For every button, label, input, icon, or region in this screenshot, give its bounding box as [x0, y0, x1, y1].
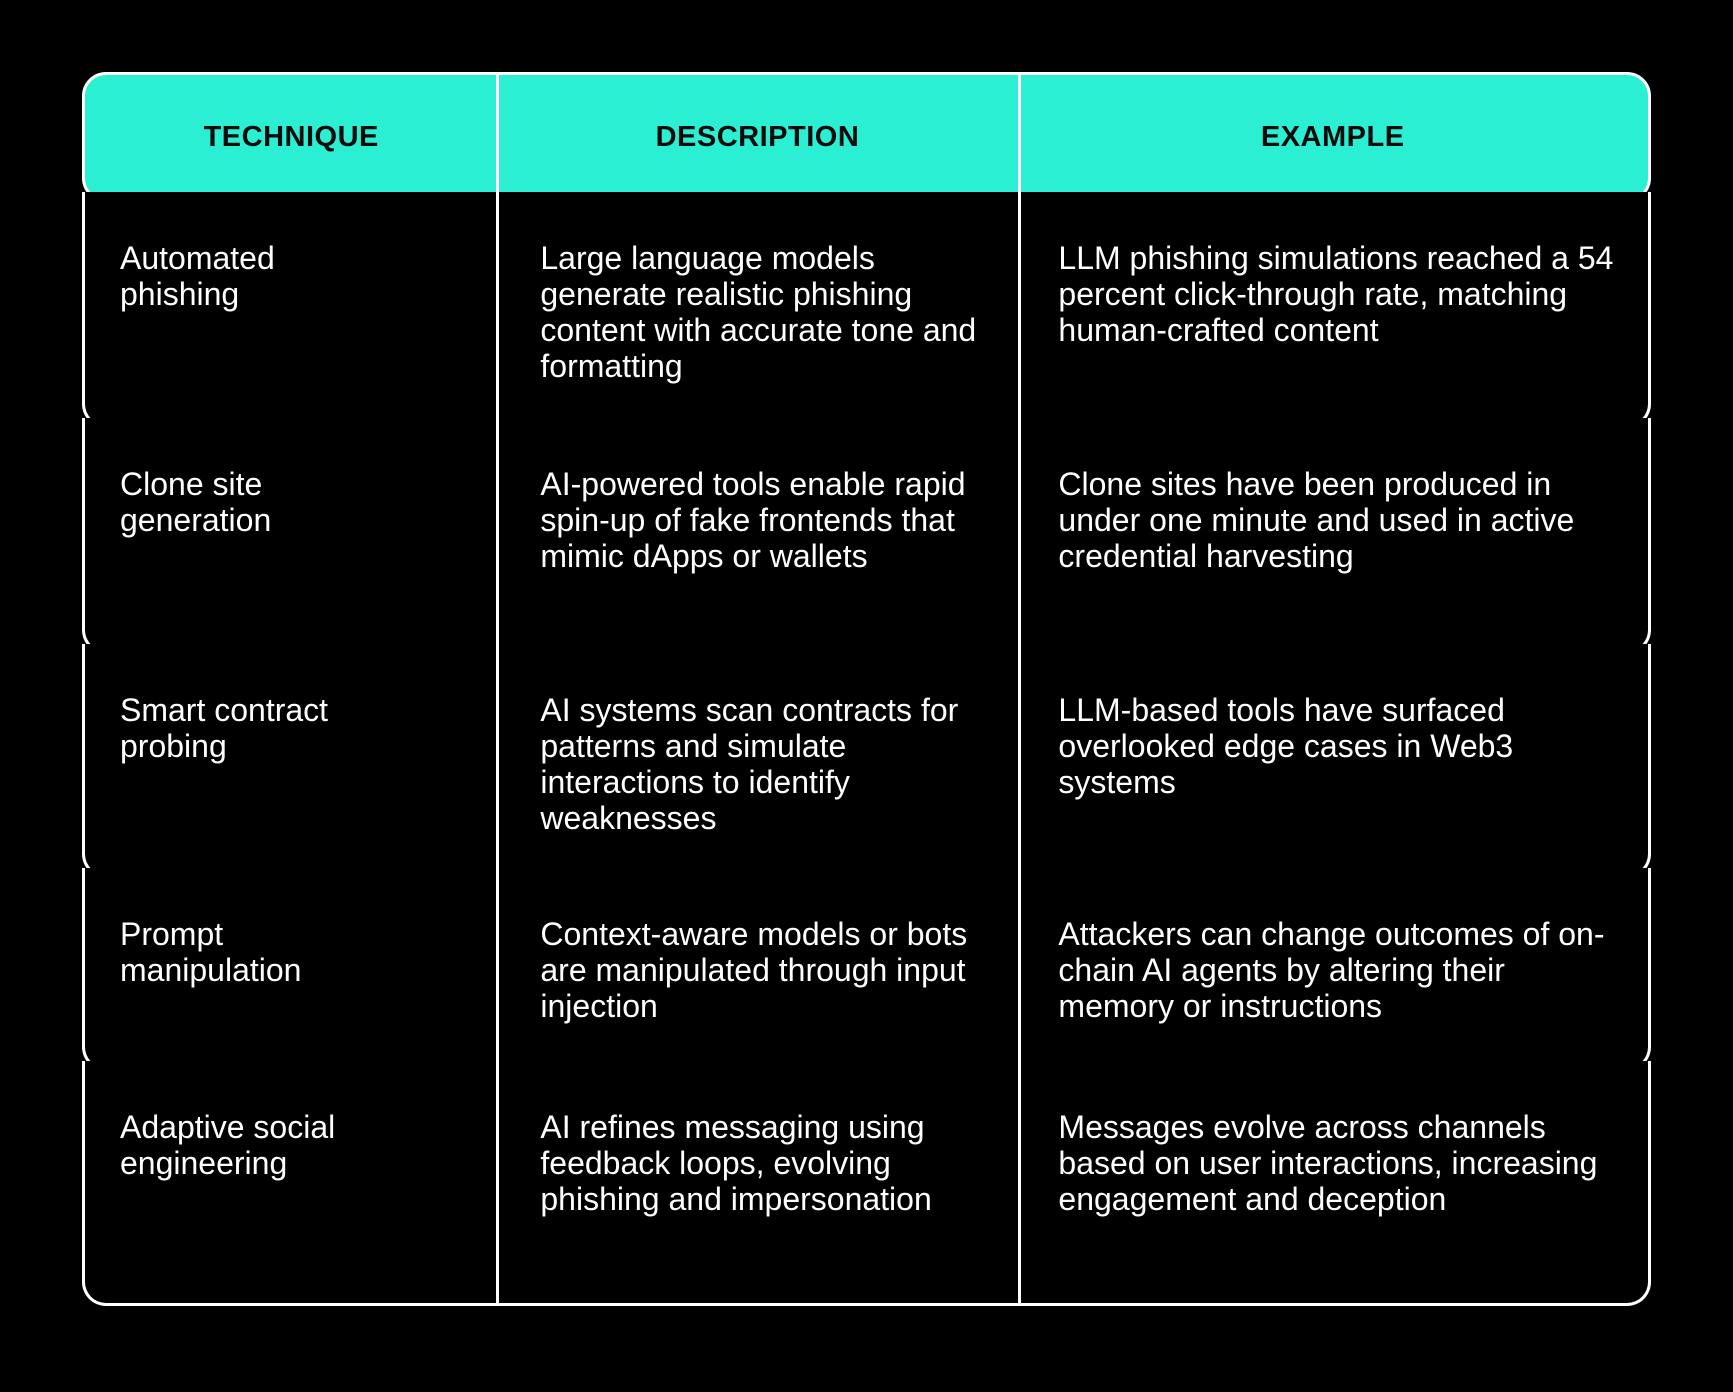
column-divider — [1018, 644, 1021, 875]
technique-cell: Adaptive social engineering — [120, 1109, 336, 1181]
table-row — [82, 192, 1651, 428]
example-cell: Clone sites have been produced in under one minute and used in active credential harvesting — [1058, 466, 1575, 574]
column-divider — [1018, 1061, 1021, 1303]
column-divider — [1018, 868, 1021, 1068]
column-divider — [496, 868, 499, 1068]
column-divider — [496, 418, 499, 651]
technique-cell: Prompt manipulation — [120, 916, 302, 988]
header-technique: TECHNIQUE — [203, 120, 379, 153]
description-cell: AI systems scan contracts for patterns and simulate interactions to identify weaknesses — [540, 692, 959, 836]
column-divider — [496, 644, 499, 875]
table-row — [82, 644, 1651, 878]
column-divider — [496, 1061, 499, 1303]
example-cell: Messages evolve across channels based on user interactions, increasing engagement and deception — [1058, 1109, 1598, 1217]
table-row — [82, 1061, 1651, 1306]
table-header — [82, 72, 1651, 202]
description-cell: AI-powered tools enable rapid spin-up of fake frontends that mimic dApps or wallets — [540, 466, 966, 574]
table-row — [82, 418, 1651, 654]
table-row — [82, 868, 1651, 1071]
example-cell: LLM-based tools have surfaced overlooked edge cases in Web3 systems — [1058, 692, 1514, 800]
technique-cell: Smart contract probing — [120, 692, 329, 764]
column-divider — [1018, 75, 1021, 199]
example-cell: Attackers can change outcomes of on-chain AI agents by altering their memory or instructions — [1058, 916, 1605, 1024]
description-cell: Large language models generate realistic phishing content with accurate tone and formatting — [540, 240, 977, 384]
description-cell: AI refines messaging using feedback loops, evolving phishing and impersonation — [540, 1109, 932, 1217]
technique-cell: Clone site generation — [120, 466, 272, 538]
column-divider — [1018, 192, 1021, 425]
example-cell: LLM phishing simulations reached a 54 percent click-through rate, matching human-crafted content — [1058, 240, 1614, 348]
comparison-table — [82, 72, 1651, 1306]
column-divider — [1018, 418, 1021, 651]
column-divider — [496, 192, 499, 425]
description-cell: Context-aware models or bots are manipulated through input injection — [540, 916, 968, 1024]
column-divider — [496, 75, 499, 199]
header-description: DESCRIPTION — [655, 120, 860, 153]
header-example: EXAMPLE — [1260, 120, 1405, 153]
technique-cell: Automated phishing — [120, 240, 275, 312]
